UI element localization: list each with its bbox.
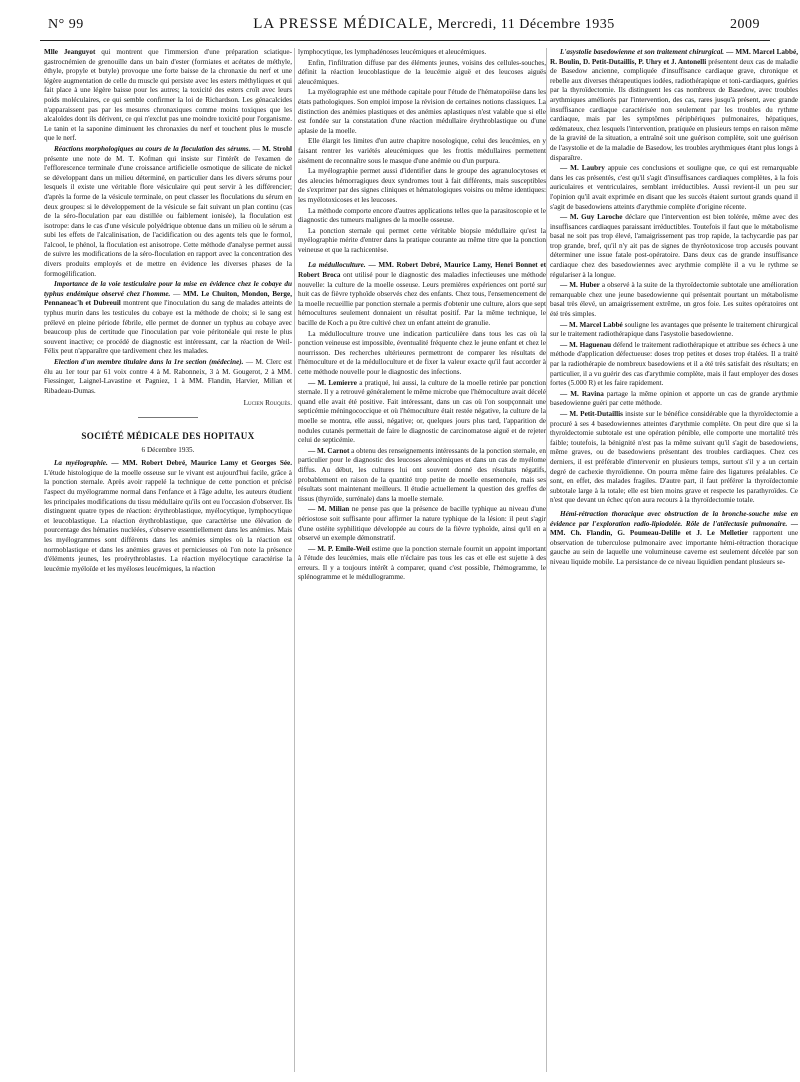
paragraph (298, 379, 546, 446)
author: — M. Haguenau (560, 340, 612, 349)
paragraph-text: ne pense pas que la présence de bacille typhique au niveau d'une périostose soit suffisante pour affirmer la nature typhique de la lésion: il peut s'agir d'une ostéite syphilitique développée au cours de la fièvre typhoïde, ainsi qu'il en a observé un exemple démonstratif. (298, 505, 546, 543)
paragraph-text: a obtenu des renseignements intéressants de la ponction sternale, en particulier pour le diagnostic des leucoses aleucémiques et dans un cas de myélome diffus. Au début, les cultures lui ont souvent donné des résultats négatifs, probablement en raison de la quantité trop petite de moelle ensemencée, mais ses résultats sont maintenant meilleurs. Il étudie actuellement la question des greffes de tissus (thyroïde, surrénale) dans la moelle sternale. (298, 446, 546, 503)
article-title: L'asystolie basedowienne et son traitement chirurgical. (560, 48, 725, 56)
paragraph (550, 48, 798, 163)
paragraph (550, 510, 798, 568)
paragraph-text: estime que la ponction sternale fournit un appoint important à l'étude des leucémies, mais elle n'éclaire pas tous les cas et elle est sujette à des erreurs. Il y a toujours intérêt à comparer, quand c'est possible, l'hémogramme, le splénogramme et le médullogramme. (298, 544, 546, 582)
author: — M. Laubry (560, 164, 605, 173)
paragraph-text: — M. Clerc est élu au 1er tour par 61 voix contre 4 à M. Rabonneix, 3 à M. Gougerot, 2 à MM. Fiessinger, Laignel-Lavastine et Pagniez, 1 à MM. Flandin, Harvier, Milian et Ribadeau-Dumas. (44, 358, 292, 395)
paragraph (44, 48, 292, 144)
paragraph: La myélographie est une méthode capitale pour l'étude de l'hématopoïèse dans les états pathologiques. Son emploi impose la révision de certaines notions classiques. La distinction des anémies plastiques et des anémies aplastiques n'est valable que si elle est fondée sur la constatation d'une réaction médullaire érythroblastique ou d'une aplasie de la moelle. (298, 88, 546, 135)
signature: Lucien Rouquès. (243, 399, 292, 408)
section-heading: SOCIÉTÉ MÉDICALE DES HOPITAUX (81, 430, 255, 441)
paragraph: Réactions morphologiques au cours de la floculation des sérums. — M. Strohl présente une note de M. T. Kofman qui insiste sur l'intérêt de l'examen de l'efflorescence terminale d'une croissance artificielle osmotique de silicate de nickel se développant dans un milieu déterminé, en particulier dans les divers sérums pour lesquels il existe une véritable flore vésiculaire qui peut servir à les différencier; d'après la forme de la vésicule terminale, on peut classer les floculations du sérum en deux groupes: si le développement de la vésicule se fait suivant un plan continu (cas de la séro-floculation par eau distillée ou faiblement ionisée), la floculation est isotrope: dans le cas d'une vésicule polyédrique obtenue dans un milieu où le sérum a subi les effets de l'alcalinisation, de l'acidification ou des agents tels que le formol, l'alcool, le phénol, la floculation est anisotrope. Cette méthode d'analyse permet aussi de suivre les modifications de la séro-floculation en rapport avec la concentration des divers produits employés et de mettre en évidence les diverses phases de la formogélification. (44, 144, 292, 278)
column-3 (550, 48, 798, 1072)
author: — MM. Ch. Flandin, G. Poumeau-Delille et J. Le Melletier (550, 519, 798, 538)
paragraph: La médulloculture trouve une indication particulière dans tous les cas où la ponction veineuse est impossible, éventualité fréquente chez le jeune enfant et chez le nourrisson. Des recherches ultérieures permettront de comparer les résultats de l'hémoculture et de la médulloculture et de fixer la valeur exacte qu'il faut accorder à cette méthode nouvelle pour le diagnostic des infections. (298, 329, 546, 376)
paragraph-text: a pratiqué, lui aussi, la culture de la moelle retirée par ponction sternale. Il y a retrouvé généralement le même microbe que l'hémoculture avait décelé quand elle avait été positive. Fait intéressant, dans un cas où l'on soupçonnait une septicémie méningococcique et où l'hémoculture était restée négative, la culture de la moelle se montra, elle aussi, négative; or, quelques jours plus tard, l'apparition de nodules cutanés permettait de faire le diagnostic de carcinomatose aiguë et de rejeter celui de septicémie. (298, 378, 546, 445)
paragraph-text: a observé à la suite de la thyroïdectomie subtotale une amélioration remarquable chez une jeune basedowienne qui présentait pourtant un métabolisme basal très élevé, un amaigrissement extrême, un gros foie. Les suites opératoires ont été très simples. (550, 281, 798, 319)
masthead (168, 16, 700, 33)
paragraph (550, 281, 798, 319)
section-date: 6 Décembre 1935. (141, 445, 195, 454)
paragraph-text: présentent deux cas de maladie de Basedow ancienne, compliquée d'insuffisance cardiaque grave, chronique et rebelle aux diverses thérapeutiques iodées, radiothérapique et toni-cardiaques, guéries par la thyroïdectomie. Ils distinguent les cas nombreux de Basedow, avec troubles arythmiques améliorés par l'intervention, des cas, rares jusqu'à présent, avec grande insuffisance cardiaque caractérisée non seulement par les troubles du rythme cardiaque, mais par les symptômes périphériques pulmonaires, hépatiques, œdémateux, chez lesquels l'intervention, pratiquée en plusieurs temps en raison même de la gravité de la situation, a entraîné soit une guérison complète, soit une guérison de l'asystolie et de la maladie de Basedow, les troubles arythmiques étant plus longs à disparaître. (550, 57, 798, 162)
author: Mlle Jeanguyot (44, 48, 96, 56)
paragraph-text: présente une note de M. T. Kofman qui insiste sur l'intérêt de l'examen de l'efflorescence terminale d'une croissance artificielle osmotique de silicate de nickel se développant dans un milieu déterminé, en particulier dans les divers sérums pour lesquels il existe une véritable flore vésiculaire qui peut servir à les différencier; d'après la forme de la vésicule terminale, on peut classer les floculations du sérum en deux groupes: si le développement de la vésicule se fait suivant un plan continu (cas de la séro-floculation par eau distillée ou faiblement ionisée), la floculation est isotrope: dans le cas d'une vésicule polyédrique obtenue dans un milieu où le sérum a subi les effets de l'alcalinisation, de l'acidification ou des agents tels que le formol, l'alcool, le phénol, la floculation est anisotrope. Cette méthode d'analyse permet aussi de suivre les modifications de la séro-floculation en rapport avec la concentration des divers produits employés et de mettre en évidence les diverses phases de la formogélification. (44, 154, 292, 278)
issue-date: Mercredi, 11 Décembre 1935 (437, 17, 615, 32)
author: — M. Guy Laroche (560, 213, 623, 222)
author: — MM. Robert Debré, Maurice Lamy et Georges Sée. (111, 459, 292, 468)
paragraph-text: déclare que l'intervention est bien tolérée, même avec des insuffisances cardiaques paraissant irréductibles. Toutefois il faut que le métabolisme basal ne soit pas trop élevé, l'amaigrissement pas trop rapide, la tachycardie pas par trop grande, bref, qu'il n'y ait pas de signes de thyréotoxicose trop accusés pouvant déterminer une issue fatale post-opératoire. Dans deux cas de grande insuffisance cardiaque chez des basedowiennes avec arythmie complète il a vu le rythme se régulariser à la longue. (550, 213, 798, 279)
column-divider (546, 48, 547, 1072)
article-title: Hémi-rétraction thoracique avec obstruction de la bronche-souche mise en évidence par l'exploration radio-lipiodolée. Rôle de l'atélectasie pulmonaire. (550, 509, 798, 528)
author: — M. Marcel Labbé (560, 320, 623, 329)
paragraph: La méthode comporte encore d'autres applications telles que la parasitoscopie et le diagnostic des tumeurs malignes de la moelle osseuse. (298, 206, 546, 225)
paragraph (550, 213, 798, 280)
page-header (48, 16, 760, 38)
paragraph-text: défend le traitement radiothérapique et attribue ses échecs à une méthode d'application défectueuse: doses trop petites et doses trop étalées. Il a traité par la radiothérapie de nombreux basedowiens et il a été très satisfait des résultats; en particulier, il a vu guérir des cas d'arythmie complète, mais il faut employer des doses fortes (5.000 R) et les faire rapidement. (550, 340, 798, 388)
paragraph (550, 321, 798, 340)
article-title: Réactions morphologiques au cours de la floculation des sérums. (54, 144, 251, 153)
paragraph-text: insiste sur le bénéfice considérable que la thyroïdectomie a procuré à ses 4 basedowiennes atteintes d'arythmie complète. On peut dire que si la thyroïdectomie subtotale est une opération pénible, elle comporte une mortalité très faible; toutefois, la bénignité n'est pas la même suivant qu'il s'agit de basedowiens, même graves, ou de basedowiens présentant des troubles cardiaques. Chez ces derniers, il est préférable d'intervenir en plusieurs temps, surtout s'il y a un certain degré de cachexie thyroïdienne. On pourra même faire des ligatures préalables. Ce sont, en effet, des malades fragiles. D'autre part, il faut préférer la thyroïdectomie subtotale large à la totale; elle est bien moins grave et respecte les parathyroïdes. Ce n'est que devant un échec qu'on aura recours à la thyroïdectomie totale. (550, 409, 798, 505)
paragraph (550, 390, 798, 409)
header-rule (40, 40, 770, 41)
author: — MM. Robert Debré, Maurice Lamy, Henri Bonnet et Robert Broca (298, 261, 546, 280)
paragraph (550, 341, 798, 389)
author: — M. P. Emile-Weil (308, 544, 370, 553)
paragraph-text: qui montrent que l'immersion d'une préparation sciatique-gastrocnémien de grenouille dans un bain d'ester (formiates et acétates de méthyle, éthyle, propyle et butyle) provoque une forte baisse de la chronaxie du nerf et une légère augmentation de celle du muscle qui persiste avec les esters méthyliques et qui fait place à une légère baisse pour les autres; la toxicité des esters croît avec leurs poids moléculaires, ce qui semble confirmer la loi de Richardson. Les génacalcides n'apparaissent pas par les mesures chronaxiques comme moins toxiques que les alcaloïdes dont ils dérivent, ce qui n'exclut pas une moindre toxicité pour l'organisme. Le tanin et la saponine diminuent les chronaxies du nerf et touchent plus le muscle que le nerf. (44, 48, 292, 143)
author: MM. Le Chuiton, Mondon, Berge, Pennaneac'h et Dubreuil (44, 289, 292, 308)
paragraph-text: rapportent une observation de tuberculose pulmonaire avec importante hémi-rétraction thoracique gauche au sein de laquelle une volumineuse caverne est seulement décelée par son niveau liquide mobile. La persistance de ce niveau liquidien pendant plusieurs se- (550, 529, 798, 566)
masthead-title: LA PRESSE MÉDICALE, (253, 16, 434, 32)
paragraph: Importance de la voie testiculaire pour la mise en évidence chez le cobaye du typhus endémique observé chez l'homme. — MM. Le Chuiton, Mondon, Berge, Pennaneac'h et Dubreuil montrent que l'inoculation du sang de malades atteints de typhus murin dans les testicules du cobaye est la méthode de choix; si le sang est prélevé en pleine période fébrile, elle permet de donner un typhus au cobaye avec beaucoup plus de certitude que l'inoculation par voie péritonéale qui reste le plus souvent inactive; ce procédé de diagnostic est intéressant, car la réaction de Weil-Félix peut n'apparaître que tardivement chez les malades. (44, 280, 292, 356)
paragraph (550, 164, 798, 212)
paragraph (44, 459, 292, 574)
paragraph-text: souligne les avantages que présente le traitement chirurgical sur le traitement radiothérapique dans l'asystolie basedowienne. (550, 320, 798, 339)
article-title: Election d'un membre titulaire dans la 1re section (médecine). (54, 358, 244, 366)
issue-number: N° 99 (48, 17, 84, 32)
column-1 (44, 48, 292, 1072)
author: M. Strohl (262, 144, 292, 153)
paragraph (550, 410, 798, 506)
paragraph-text: montrent que l'inoculation du sang de malades atteints de typhus murin dans les testicules du cobaye est la méthode de choix; si le sang est prélevé en pleine période fébrile, elle permet de donner un typhus au cobaye avec beaucoup plus de certitude que l'inoculation par voie péritonéale qui reste le plus souvent inactive; ce procédé de diagnostic est intéressant, car la réaction de Weil-Félix peut n'apparaître que tardivement chez les malades. (44, 299, 292, 356)
page-number: 2009 (730, 17, 760, 32)
paragraph: lymphocytique, les lymphadénoses leucémiques et aleucémiques. (298, 48, 487, 56)
paragraph (298, 505, 546, 543)
paragraph: Elle élargit les limites d'un autre chapitre nosologique, celui des leucémies, en y faisant rentrer les variétés aleucémiques que les frottis médullaires permettent aisément de reconnaître sous le masque d'une anémie ou d'un purpura. (298, 137, 546, 165)
article-title: La myélographie. (54, 459, 108, 468)
column-2 (298, 48, 546, 1072)
paragraph-text: L'étude histologique de la moelle osseuse sur le vivant est aujourd'hui facile, grâce à la ponction sternale. Après avoir rappelé la technique de cette ponction et précisé l'aspect du myélogramme normal dans l'enfance et à l'âge adulte, les auteurs étudient les principales modifications du tissu médullaire qu'ils ont eu l'occasion d'observer. Ils distinguent quatre types de réaction: érythroblastique, myélocytique, lymphocytique et leucoblastique. La réaction érythroblastique, que caractérise une élévation de pourcentage des hématies nucléées, s'observe essentiellement dans les anémies. Mais les myélogrammes sont différents dans les anémies simples où la réaction est normoblastique et dans les anémies graves et pernicieuses où l'on note la présence d'éléments jeunes, les proérythroblastes. La réaction myélocytique caractérise la leucémie myéloïde et les myéloses leucémiques, la réaction (44, 468, 292, 573)
paragraph-text: partage la même opinion et apporte un cas de grande arythmie basedowienne guéri par cette méthode. (550, 389, 798, 408)
article-title: Importance de la voie testiculaire pour la mise en évidence chez le cobaye du typhus endémique observé chez l'homme. (44, 280, 292, 298)
paragraph-text: appuie ces conclusions et souligne que, ce qui est remarquable dans les cas présentés, c'est qu'il s'agit d'insuffisances cardiaques complètes, à la fois auriculaires et ventriculaires, semblant irréductibles. Aussi revient-il un peu sur l'opinion qu'il avait exprimée en disant que les succès étaient surtout grands quand il s'agit de basedowiens atteints d'arythmie complète d'origine récente. (550, 164, 798, 211)
author: — M. Ravina (560, 389, 604, 398)
author: — M. Lemierre (308, 378, 357, 387)
paragraph: Enfin, l'infiltration diffuse par des éléments jeunes, voisins des cellules-souches, définit la réaction leucoblastique de la leucémie aiguë et des leucoses aiguës aleucémiques. (298, 58, 546, 86)
author: — M. Huber (560, 281, 600, 290)
author: — M. Milian (308, 505, 350, 514)
paragraph: La myélographie permet aussi d'identifier dans le groupe des agranulocytoses et des aleucies hémorragiques deux syndromes tout à fait différents, mais susceptibles de s'exprimer par des signes cliniques et hématologiques voisins ou même identiques: les myélotoxicoses et les leucoses. (298, 167, 546, 204)
section-separator (138, 417, 198, 418)
paragraph (298, 447, 546, 505)
paragraph: La ponction sternale qui permet cette véritable biopsie médullaire qu'est la myélographie mérite d'entrer dans la pratique courante au même titre que la ponction veineuse et que la rachicentèse. (298, 226, 546, 254)
author: — M. Petit-Dutaillis (560, 409, 623, 418)
paragraph (298, 545, 546, 583)
article-title: La médulloculture. (308, 261, 366, 270)
paragraph (44, 358, 292, 396)
author: — MM. Marcel Labbé, R. Boulin, D. Petit-Dutaillis, P. Uhry et J. Antonelli (550, 48, 798, 66)
paragraph-text: ont utilisé pour le diagnostic des maladies infectieuses une méthode nouvelle: la culture de la moelle osseuse. Leurs premières expériences ont porté sur huit cas de fièvre typhoïde observés chez des enfants. Chez tous, l'ensemencement de la moelle recueillie par ponction sternale a permis d'obtenir une culture, alors que sept hémocultures seulement donnaient un résultat positif. Par la même technique, le bacille de Koch a pu être cultivé chez un enfant atteint de granulie. (298, 271, 546, 328)
author: — M. Carnot (308, 446, 350, 455)
column-divider (294, 48, 295, 1072)
paragraph (298, 261, 546, 328)
